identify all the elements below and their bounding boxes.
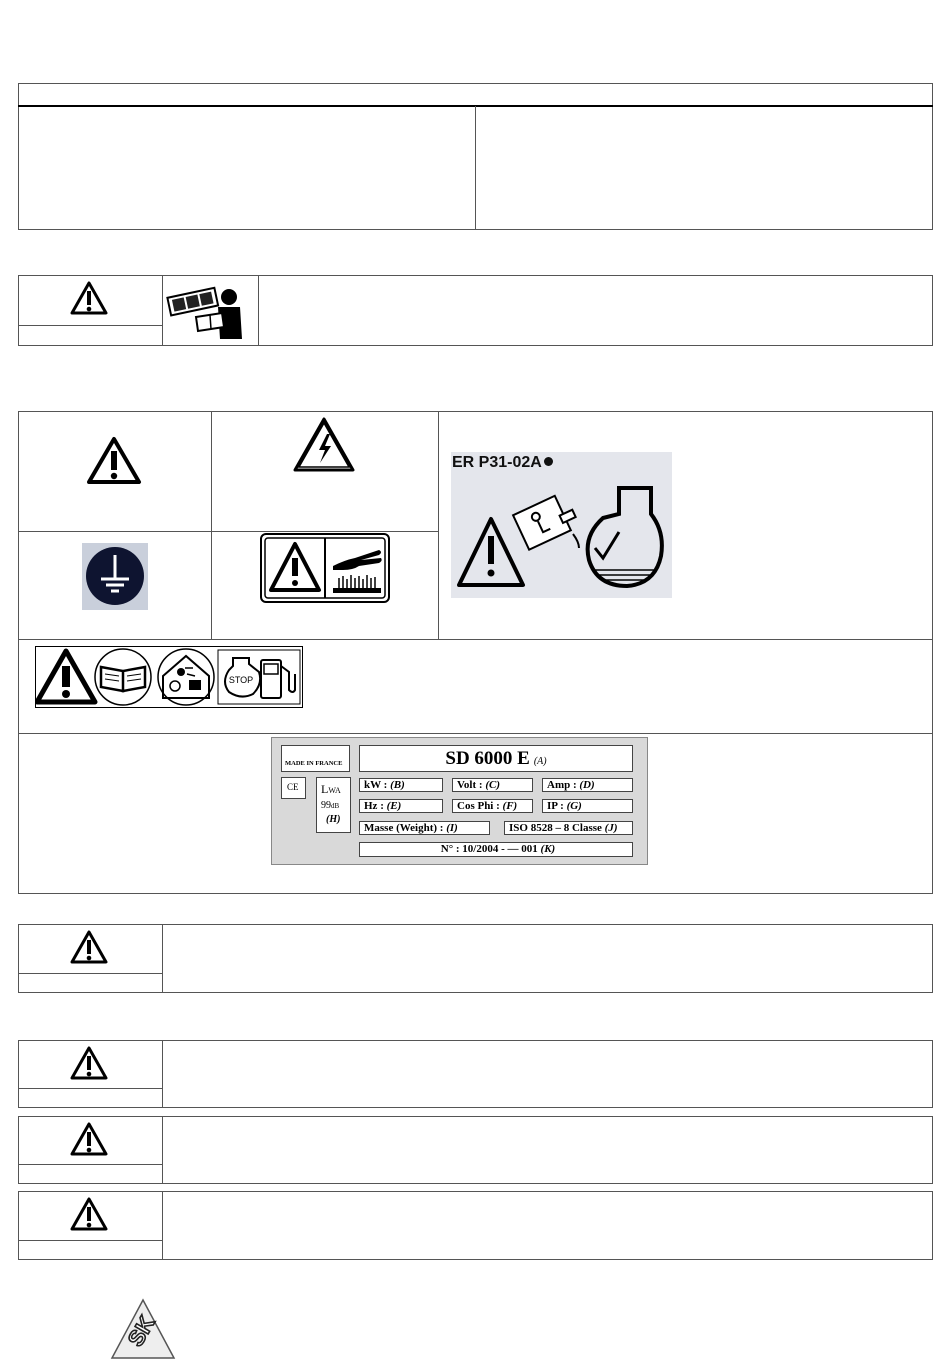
serial-ref: (K)	[540, 843, 556, 855]
electrical-hazard-icon	[293, 417, 355, 473]
divider	[258, 275, 259, 346]
oil-label-code: ER P31-02A	[452, 454, 553, 472]
divider	[162, 275, 163, 346]
language-badge-icon	[110, 1298, 176, 1360]
iso-ref: (J)	[604, 822, 618, 834]
warning-triangle-icon	[70, 930, 108, 964]
warning-row-5	[18, 1191, 933, 1260]
lwa-main: L	[321, 782, 329, 796]
made-in-text: MADE IN FRANCE	[285, 760, 343, 767]
divider	[18, 1088, 163, 1089]
divider	[18, 639, 933, 640]
hz-ref: (E)	[386, 800, 402, 812]
lwa-sub: WA	[328, 786, 341, 795]
cosphi-field	[452, 799, 533, 813]
divider	[18, 1164, 163, 1165]
made-in-box	[281, 745, 350, 772]
divider	[18, 973, 163, 974]
ip-label: IP :	[547, 800, 567, 812]
amp-field	[542, 778, 633, 792]
divider	[438, 411, 439, 639]
ground-earth-icon	[82, 543, 148, 610]
divider	[211, 411, 212, 639]
model-ref: (A)	[533, 756, 547, 767]
masse-label: Masse (Weight) :	[364, 822, 447, 834]
language-badge-text: SK	[122, 1311, 160, 1351]
oil-warning-engine-icon	[451, 452, 672, 598]
divider	[18, 1240, 163, 1241]
kw-ref: (B)	[390, 779, 405, 791]
amp-label: Amp :	[547, 779, 580, 791]
noise-level-box	[316, 777, 351, 833]
stop-text: STOP	[228, 675, 254, 685]
warning-row-1	[18, 275, 933, 346]
table-1-col-divider	[475, 106, 476, 230]
divider	[162, 1191, 163, 1260]
warning-triangle-icon	[70, 1197, 108, 1231]
volt-field	[452, 778, 533, 792]
amp-ref: (D)	[579, 779, 595, 791]
hz-field	[359, 799, 443, 813]
general-warning-icon	[86, 436, 142, 486]
db-number: 99	[321, 800, 331, 811]
warning-triangle-icon	[70, 1122, 108, 1156]
divider	[162, 1116, 163, 1184]
ce-box	[281, 777, 306, 799]
masse-ref: (I)	[446, 822, 458, 834]
masse-field	[359, 821, 490, 835]
warning-row-3	[18, 1040, 933, 1108]
model-box	[359, 745, 633, 772]
iso-label: ISO 8528 – 8 Classe	[509, 822, 605, 834]
volt-ref: (C)	[485, 779, 500, 791]
hz-label: Hz :	[364, 800, 387, 812]
serial-label: N° : 10/2004 - — 001	[440, 843, 541, 855]
divider	[162, 1040, 163, 1108]
kw-label: kW :	[364, 779, 391, 791]
cosphi-label: Cos Phi :	[457, 800, 503, 812]
kw-field	[359, 778, 443, 792]
safety-pictogram-strip	[35, 646, 303, 708]
read-manual-person-icon	[166, 283, 252, 341]
lwa-label	[321, 782, 341, 797]
iso-field	[504, 821, 633, 835]
oil-check-label	[451, 452, 672, 598]
warning-triangle-icon	[70, 281, 108, 315]
hot-surface-warning-icon	[259, 532, 391, 604]
ip-ref: (G)	[566, 800, 582, 812]
nameplate	[271, 737, 648, 865]
ip-field	[542, 799, 633, 813]
divider	[18, 325, 163, 326]
ce-mark: CE	[287, 782, 299, 792]
divider	[18, 733, 933, 734]
warning-row-4	[18, 1116, 933, 1184]
db-unit: dB	[331, 802, 340, 810]
warning-triangle-icon	[70, 1046, 108, 1080]
divider	[162, 924, 163, 993]
serial-field	[359, 842, 633, 857]
volt-label: Volt :	[457, 779, 486, 791]
db-ref: (H)	[326, 814, 341, 825]
model-name: SD 6000 E	[445, 748, 530, 769]
warning-row-2	[18, 924, 933, 993]
cosphi-ref: (F)	[502, 800, 518, 812]
db-value	[321, 800, 339, 811]
